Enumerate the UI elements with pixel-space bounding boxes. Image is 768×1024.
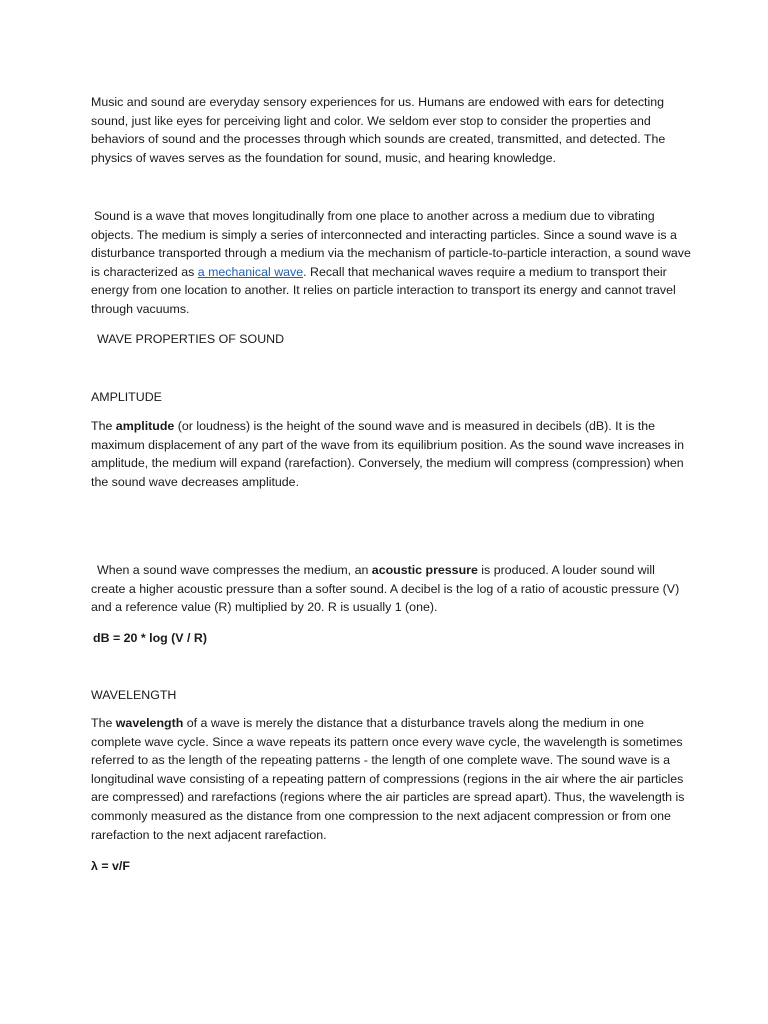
- wavelength-formula: λ = v/F: [91, 859, 130, 873]
- acoustic-pressure-term: acoustic pressure: [371, 563, 478, 577]
- wavelength-term: wavelength: [115, 716, 184, 730]
- sound-wave-text-after-link: . Recall that mechanical waves require a medium to transport their energy from one location to another. It relies on particle interaction to transport its energy and cannot travel through vacuums.: [91, 264, 676, 316]
- amplitude-paragraph: [91, 417, 691, 491]
- sound-wave-text-before-link: Sound is a wave that moves longitudinally from one place to another across a medium due to vibrating objects. The medium is simply a series of interconnected and interacting particles. Since a sound wave is a disturbance transported through a medium via the mechanism of particle-to-particle interaction, a sound wave is characterized as: [91, 209, 691, 279]
- amplitude-text: (or loudness) is the height of the sound wave and is measured in decibels (dB). It is the maximum displacement of any part of the wave from its equilibrium position. As the sound wave increases in amplitude, the medium will expand (rarefaction). Conversely, the medium will compress (compression) when the sound wave decreases amplitude.: [91, 419, 684, 489]
- intro-paragraph: [91, 93, 691, 167]
- amplitude-heading: AMPLITUDE: [91, 390, 162, 404]
- pressure-text: is produced. A louder sound will create a higher acoustic pressure than a softer sound. A decibel is the log of a ratio of acoustic pressure (V) and a reference value (R) multiplied by 20. R is usually 1 (one).: [91, 563, 680, 615]
- wavelength-paragraph: [91, 714, 691, 844]
- amplitude-lead: The: [91, 419, 116, 433]
- wavelength-lead: The: [91, 716, 116, 730]
- section-title: WAVE PROPERTIES OF SOUND: [97, 332, 285, 346]
- sound-wave-paragraph: [91, 207, 691, 319]
- amplitude-term: amplitude: [115, 419, 175, 433]
- acoustic-pressure-paragraph: [91, 561, 691, 617]
- mechanical-wave-link[interactable]: a mechanical wave: [197, 264, 304, 279]
- decibel-formula: dB = 20 * log (V / R): [93, 631, 207, 645]
- intro-text: Music and sound are everyday sensory experiences for us. Humans are endowed with ears for detecting sound, just like eyes for perceiving light and color. We seldom ever stop to consider the properties and behaviors of sound and the processes through which sounds are created, transmitted, and detected. The physics of waves serves as the foundation for sound, music, and hearing knowledge.: [91, 95, 666, 165]
- wavelength-heading: WAVELENGTH: [91, 688, 177, 702]
- wavelength-text: of a wave is merely the distance that a disturbance travels along the medium in one complete wave cycle. Since a wave repeats its pattern once every wave cycle, the wavelength is sometimes referred to as the length of the repeating patterns - the length of one complete wave. The sound wave is a longitudinal wave consisting of a repeating pattern of compressions (regions in the air where the air particles are compressed) and rarefactions (regions where the air particles are spread apart). Thus, the wavelength is commonly measured as the distance from one compression to the next adjacent compression or from one rarefaction to the next adjacent rarefaction.: [91, 716, 685, 842]
- pressure-lead: When a sound wave compresses the medium, an: [97, 563, 372, 577]
